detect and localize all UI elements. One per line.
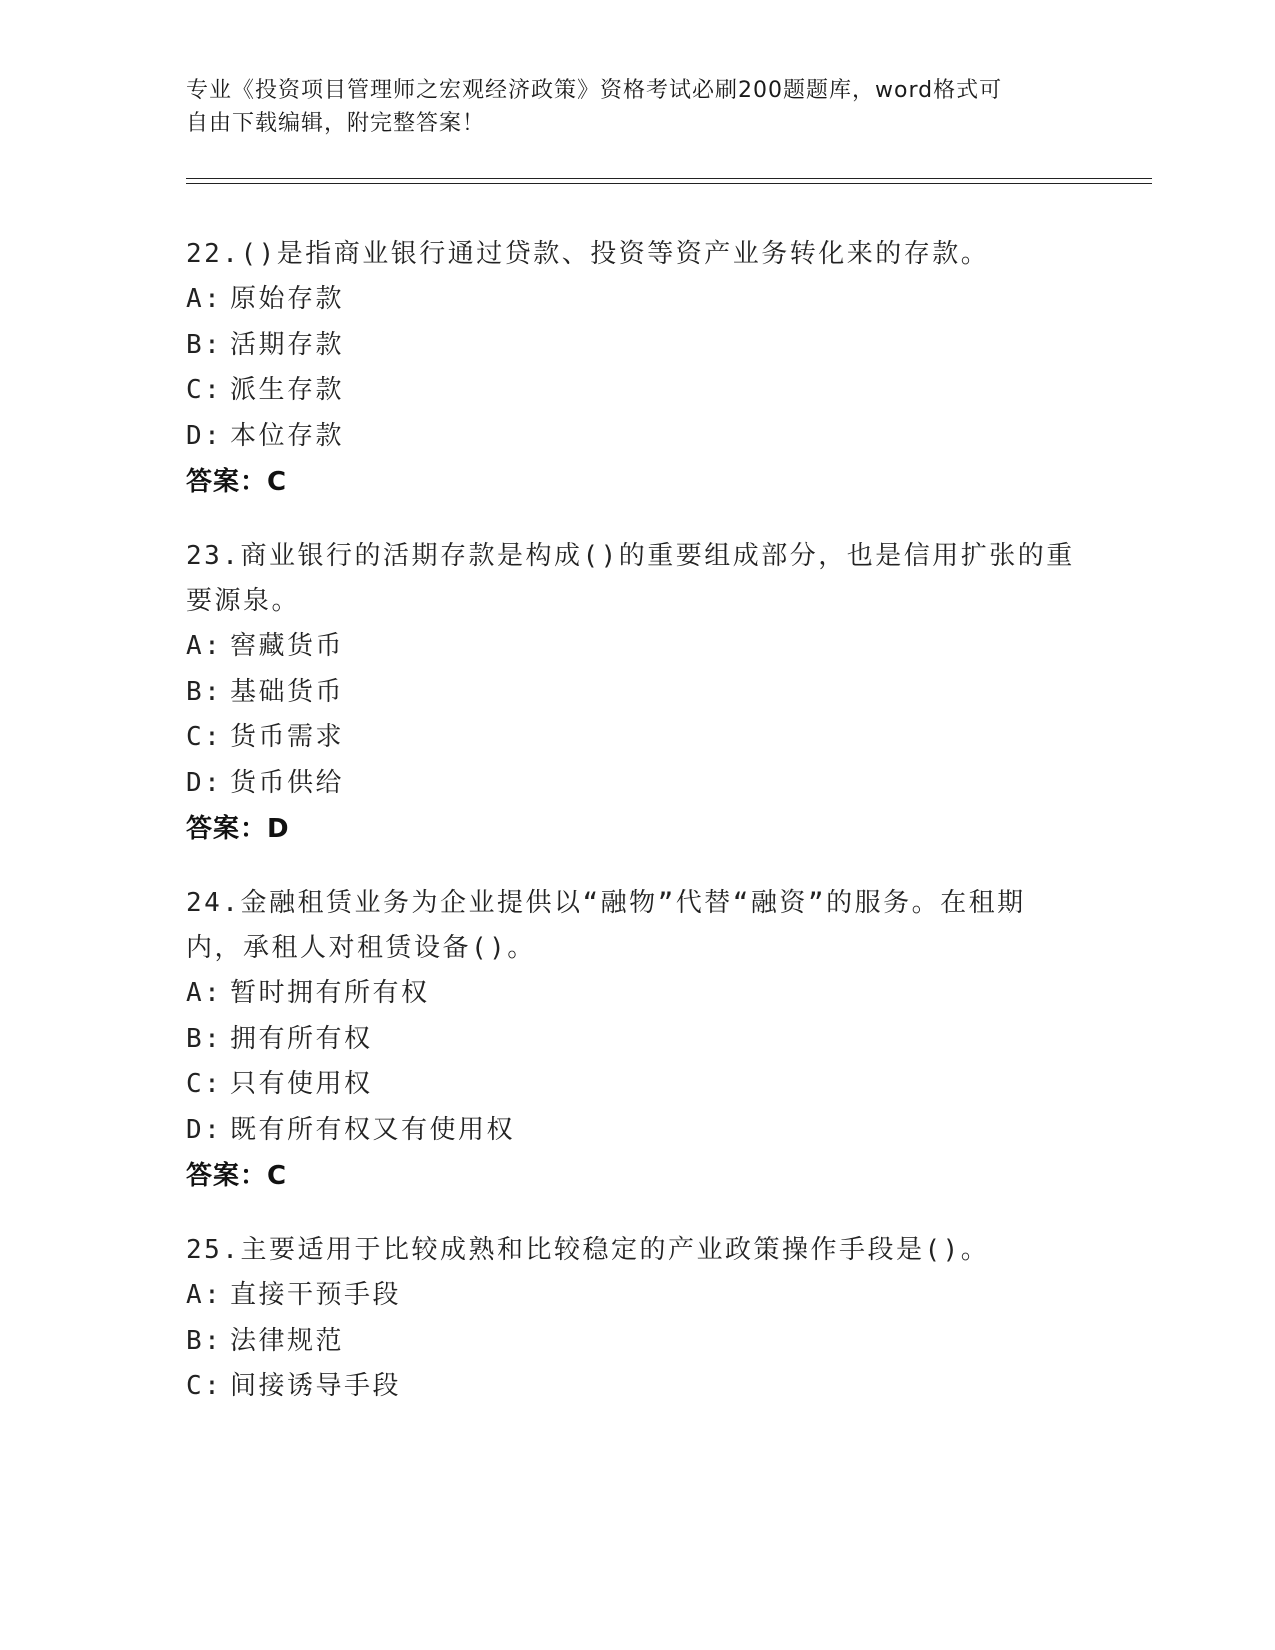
question-stem-line-2: 要源泉。 (186, 586, 301, 616)
option-key: A: (186, 978, 223, 1008)
option-text: 原始存款 (230, 284, 345, 314)
option-text: 既有所有权又有使用权 (230, 1114, 516, 1145)
question-stem (186, 534, 1086, 624)
option-c (186, 1364, 1086, 1410)
option-key: A: (186, 1280, 223, 1310)
question-stem-line-1: 22.()是指商业银行通过贷款、投资等资产业务转化来的存款。 (186, 239, 990, 269)
option-text: 只有使用权 (230, 1069, 373, 1099)
option-b (186, 323, 1086, 369)
question-23 (186, 534, 1086, 852)
option-key: B: (186, 1325, 223, 1356)
question-25 (186, 1228, 1086, 1410)
header-divider-top (186, 178, 1152, 179)
answer-line: 答案：D (186, 814, 290, 844)
option-key: D: (186, 420, 223, 451)
option-b (186, 670, 1086, 716)
option-a (186, 277, 1086, 323)
question-22 (186, 232, 1086, 505)
option-a (186, 1273, 1086, 1319)
option-key: A: (186, 631, 223, 661)
header-title-line-2: 自由下载编辑，附完整答案！ (186, 111, 486, 136)
answer-line: 答案：C (186, 1161, 288, 1191)
option-text: 派生存款 (230, 375, 345, 405)
question-stem-line-2: 内，承租人对租赁设备()。 (186, 933, 536, 963)
option-key: C: (186, 722, 223, 752)
question-stem-line-1: 25.主要适用于比较成熟和比较稳定的产业政策操作手段是()。 (186, 1235, 990, 1265)
option-text: 间接诱导手段 (230, 1371, 402, 1401)
option-c (186, 1062, 1086, 1108)
option-text: 货币需求 (230, 722, 345, 752)
option-b (186, 1319, 1086, 1365)
question-list (186, 232, 1086, 1439)
answer-line: 答案：C (186, 467, 288, 497)
option-c (186, 368, 1086, 414)
question-stem (186, 881, 1086, 971)
option-text: 窖藏货币 (230, 631, 345, 661)
question-stem-line-1: 24.金融租赁业务为企业提供以“融物”代替“融资”的服务。在租期 (186, 888, 1026, 918)
option-key: B: (186, 1023, 223, 1054)
option-key: C: (186, 1371, 223, 1401)
option-key: B: (186, 329, 223, 360)
question-24 (186, 881, 1086, 1199)
option-c (186, 715, 1086, 761)
option-text: 直接干预手段 (230, 1280, 402, 1310)
option-text: 暂时拥有所有权 (230, 978, 430, 1008)
option-text: 本位存款 (230, 420, 345, 451)
option-text: 货币供给 (230, 767, 345, 798)
option-key: A: (186, 284, 223, 314)
question-stem-line-1: 23.商业银行的活期存款是构成()的重要组成部分，也是信用扩张的重 (186, 541, 1075, 571)
option-text: 拥有所有权 (230, 1023, 373, 1054)
option-a (186, 971, 1086, 1017)
option-key: D: (186, 1114, 223, 1145)
option-b (186, 1017, 1086, 1063)
option-d (186, 1108, 1086, 1154)
document-header (186, 74, 1086, 140)
option-key: C: (186, 1069, 223, 1099)
option-key: B: (186, 676, 223, 707)
option-d (186, 761, 1086, 807)
option-key: D: (186, 767, 223, 798)
header-title-line-1: 专业《投资项目管理师之宏观经济政策》资格考试必刷200题题库，word格式可 (186, 78, 1003, 103)
option-text: 基础货币 (230, 676, 345, 707)
header-divider-bottom (186, 183, 1152, 184)
option-text: 法律规范 (230, 1325, 345, 1356)
question-stem (186, 1228, 1086, 1273)
option-text: 活期存款 (230, 329, 345, 360)
option-key: C: (186, 375, 223, 405)
option-a (186, 624, 1086, 670)
option-d (186, 414, 1086, 460)
question-stem (186, 232, 1086, 277)
